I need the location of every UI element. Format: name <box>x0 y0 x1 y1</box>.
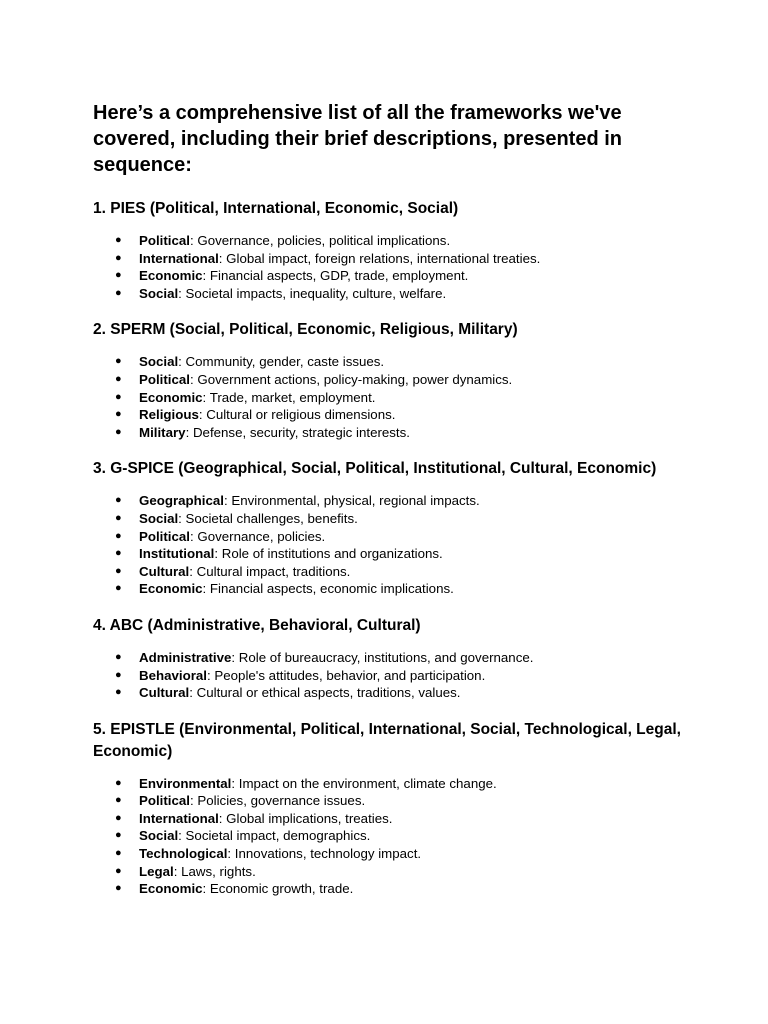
item-description: : Societal impact, demographics. <box>178 828 371 844</box>
item-term: Institutional <box>139 546 215 562</box>
bullet-icon: ● <box>115 494 122 507</box>
item-term: Legal <box>139 863 174 879</box>
list-item <box>93 667 693 685</box>
list-item <box>93 250 693 268</box>
bullet-icon: ● <box>115 864 122 877</box>
item-description: : Financial aspects, GDP, trade, employment. <box>202 268 469 284</box>
item-term: Religious <box>139 407 199 423</box>
bullet-icon: ● <box>115 425 122 438</box>
list-item <box>93 863 693 881</box>
list-item <box>93 792 693 810</box>
item-description: : Government actions, policy-making, power dynamics. <box>190 371 513 387</box>
bullet-icon: ● <box>115 668 122 681</box>
bullet-icon: ● <box>115 390 122 403</box>
item-description: : Impact on the environment, climate change. <box>231 775 497 791</box>
item-term: Cultural <box>139 685 190 701</box>
item-term: Economic <box>139 581 203 597</box>
item-term: Environmental <box>139 775 232 791</box>
item-description: : Cultural or religious dimensions. <box>198 407 396 423</box>
bullet-icon: ● <box>115 847 122 860</box>
item-description: : Governance, policies, political implications. <box>190 233 451 248</box>
bullet-icon: ● <box>115 529 122 542</box>
item-term: Political <box>139 233 190 248</box>
bullet-icon: ● <box>115 776 122 789</box>
bullet-icon: ● <box>115 811 122 824</box>
list-item <box>93 232 693 250</box>
item-term: Social <box>139 354 179 370</box>
item-description: : Innovations, technology impact. <box>227 846 422 862</box>
item-description: : Laws, rights. <box>173 863 256 879</box>
bullet-icon: ● <box>115 372 122 385</box>
bullet-icon: ● <box>115 582 122 595</box>
item-term: Social <box>139 828 179 844</box>
item-description: : Economic growth, trade. <box>202 881 354 897</box>
bullet-icon: ● <box>115 355 122 368</box>
bullet-icon: ● <box>115 564 122 577</box>
bullet-list <box>93 649 693 702</box>
bullet-icon: ● <box>115 686 122 699</box>
bullet-icon: ● <box>115 234 122 246</box>
list-item <box>93 545 693 563</box>
bullet-list <box>93 353 693 441</box>
bullet-icon: ● <box>115 251 122 264</box>
item-term: Political <box>139 793 190 809</box>
list-item <box>93 880 693 898</box>
section-heading: 2. SPERM (Social, Political, Economic, Religious, Military) <box>93 321 518 339</box>
list-item <box>93 353 693 371</box>
item-description: : Environmental, physical, regional impacts. <box>223 493 480 509</box>
bullet-icon: ● <box>115 650 122 663</box>
item-term: Political <box>139 528 190 544</box>
item-description: : Defense, security, strategic interests. <box>185 424 410 440</box>
item-description: : Cultural or ethical aspects, traditions, values. <box>189 685 461 701</box>
item-description: : Governance, policies. <box>190 528 326 544</box>
item-description: : Financial aspects, economic implications. <box>202 581 454 597</box>
list-item <box>93 649 693 667</box>
bullet-icon: ● <box>115 269 122 282</box>
list-item <box>93 510 693 528</box>
list-item <box>93 285 693 303</box>
item-description: : Role of institutions and organizations. <box>214 546 443 562</box>
item-term: Economic <box>139 268 203 284</box>
list-item <box>93 492 693 510</box>
item-term: Cultural <box>139 563 190 579</box>
item-term: Political <box>139 371 190 387</box>
item-term: Behavioral <box>139 667 207 683</box>
item-term: Social <box>139 285 179 301</box>
list-item <box>93 775 693 793</box>
item-term: Social <box>139 510 179 526</box>
list-item <box>93 371 693 389</box>
item-description: : People's attitudes, behavior, and participation. <box>207 667 486 683</box>
list-item <box>93 580 693 598</box>
item-description: : Cultural impact, traditions. <box>189 563 351 579</box>
list-item <box>93 267 693 285</box>
bullet-icon: ● <box>115 794 122 807</box>
section-heading: 3. G-SPICE (Geographical, Social, Political, Institutional, Cultural, Economic) <box>93 460 657 478</box>
bullet-list <box>93 775 693 898</box>
section-heading: 4. ABC (Administrative, Behavioral, Cultural) <box>93 616 421 634</box>
list-item <box>93 684 693 702</box>
item-description: : Societal impacts, inequality, culture, welfare. <box>178 285 447 301</box>
list-item <box>93 389 693 407</box>
bullet-icon: ● <box>115 286 122 299</box>
item-term: Economic <box>139 389 203 405</box>
bullet-icon: ● <box>115 829 122 842</box>
item-term: Administrative <box>139 649 232 665</box>
list-item <box>93 810 693 828</box>
bullet-icon: ● <box>115 511 122 524</box>
section-heading: 5. EPISTLE (Environmental, Political, International, Social, Technological, Legal, Economic) <box>93 720 681 760</box>
list-item <box>93 563 693 581</box>
item-description: : Role of bureaucracy, institutions, and governance. <box>231 649 534 665</box>
item-description: : Societal challenges, benefits. <box>178 510 358 526</box>
document-heading: Here’s a comprehensive list of all the frameworks we've covered, including their brief descriptions, presented in sequence: <box>93 102 622 176</box>
list-item <box>93 845 693 863</box>
bullet-icon: ● <box>115 408 122 421</box>
item-description: : Global impact, foreign relations, international treaties. <box>218 250 541 266</box>
item-term: Geographical <box>139 493 224 509</box>
bullet-list <box>93 492 693 598</box>
list-item <box>93 528 693 546</box>
item-description: : Community, gender, caste issues. <box>178 354 385 370</box>
item-description: : Policies, governance issues. <box>190 793 366 809</box>
bullet-list <box>93 232 693 302</box>
list-item <box>93 406 693 424</box>
item-description: : Global implications, treaties. <box>218 810 393 826</box>
item-term: Military <box>139 424 186 440</box>
list-item <box>93 827 693 845</box>
bullet-icon: ● <box>115 882 122 895</box>
item-term: Economic <box>139 881 203 897</box>
item-description: : Trade, market, employment. <box>202 389 376 405</box>
item-term: International <box>139 250 219 266</box>
list-item <box>93 424 693 442</box>
bullet-icon: ● <box>115 547 122 560</box>
item-term: International <box>139 810 219 826</box>
document-page <box>93 100 693 915</box>
item-term: Technological <box>139 846 228 862</box>
framework-sections <box>93 198 693 898</box>
section-heading: 1. PIES (Political, International, Economic, Social) <box>93 200 459 217</box>
